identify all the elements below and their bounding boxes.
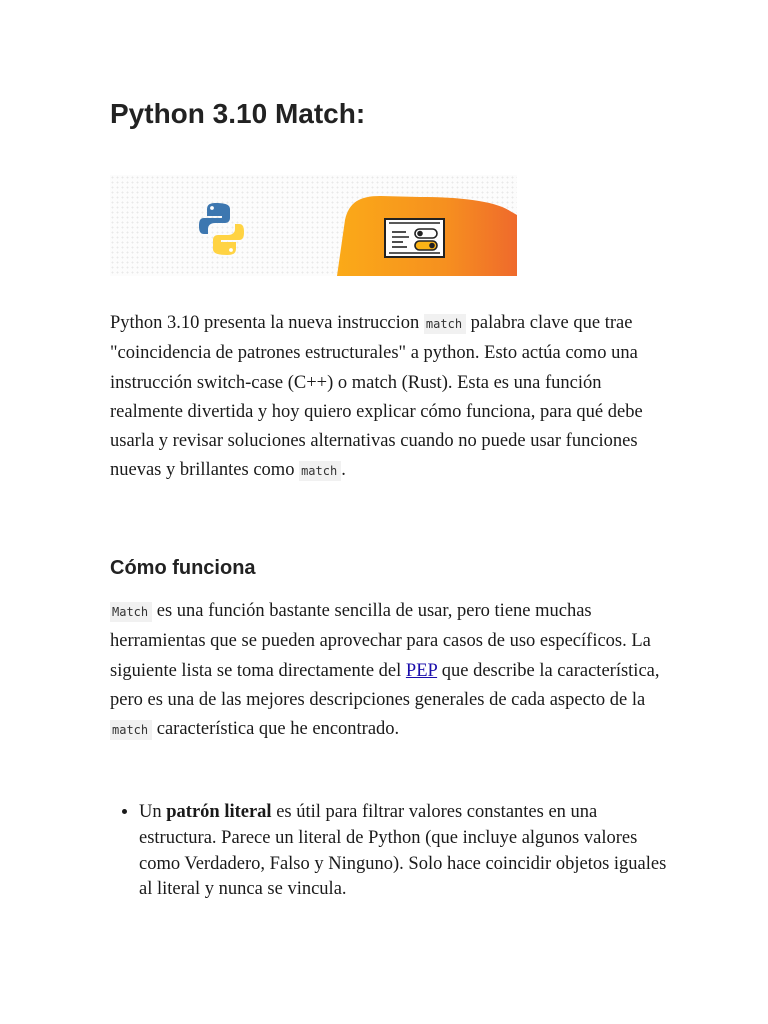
page-title: Python 3.10 Match: — [110, 98, 366, 129]
python-logo-icon — [199, 203, 244, 255]
list-item: • Un patrón literal es útil para filtrar valores constantes en una estructura. Parece un literal de Python (que incluye algunos valores como Verdadero, Falso y Ninguno). Solo hace coincidir objetos iguales al literal y nunca se vincula. — [139, 800, 679, 903]
list-item-term: patrón literal — [166, 802, 272, 822]
switch-toggle-icon — [385, 219, 444, 257]
section-heading: Cómo funciona — [110, 557, 256, 579]
pep-link[interactable]: PEP — [405, 660, 438, 681]
intro-paragraph: Python 3.10 presenta la nueva instruccion match palabra clave que trae "coincidencia de patrones estructurales" a python. Esto actúa como una instrucción switch-case (C++) o match (Rust). Esta es una función realmente divertida y hoy quiero explicar cómo funciona, para qué debe usarla y revisar soluciones alternativas cuando no puede usar funciones nuevas y brillantes como match . — [110, 313, 643, 481]
inline-code: match — [424, 314, 466, 334]
inline-code: match — [110, 720, 152, 740]
inline-code: match — [299, 461, 341, 481]
inline-code: Match — [110, 602, 152, 622]
feature-list — [110, 800, 679, 903]
section-paragraph: Match es una función bastante sencilla de usar, pero tiene muchas herramientas que se pueden aprovechar para casos de uso específicos. La siguiente lista se toma directamente del PEP que describe la característica, pero es una de las mejores descripciones generales de cada aspecto de la match característica que he encontrado. — [110, 601, 660, 740]
article-banner-image — [110, 175, 517, 276]
